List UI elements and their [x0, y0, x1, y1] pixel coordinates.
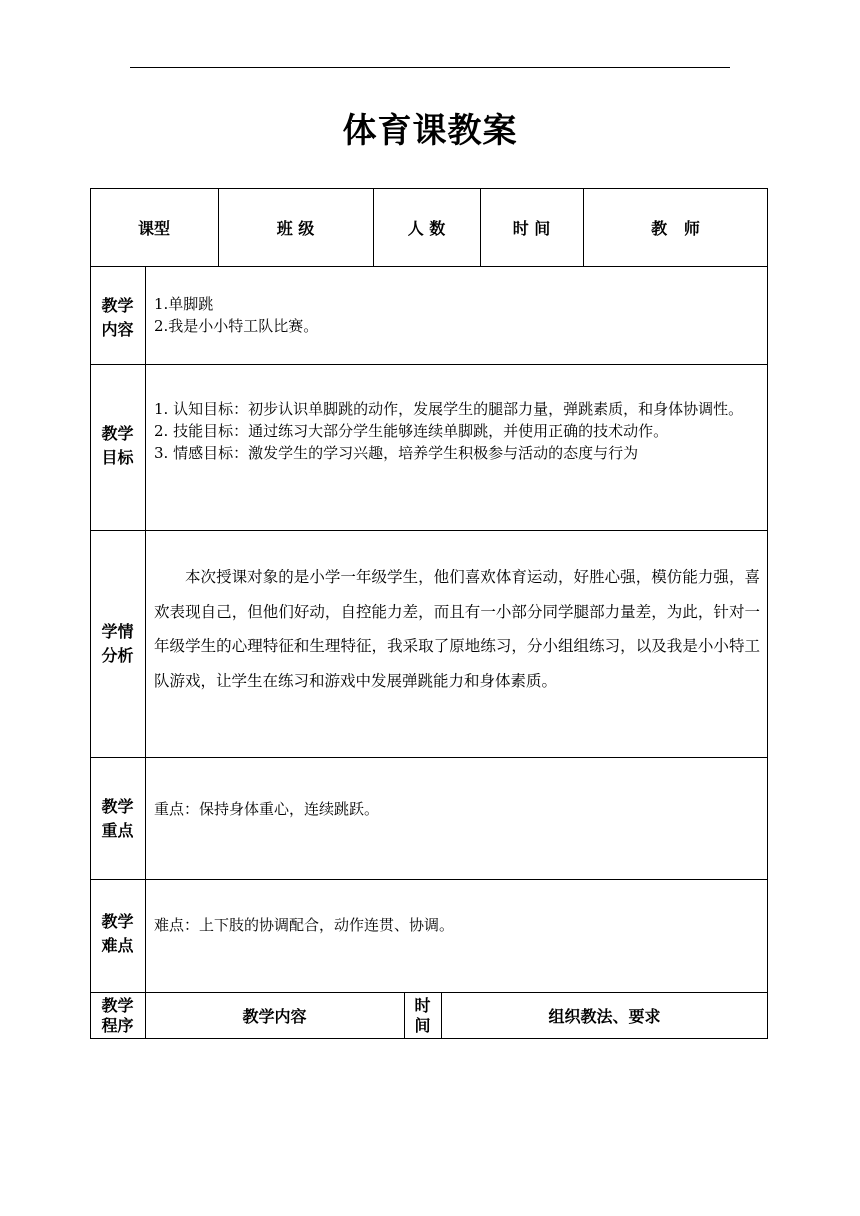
header-teacher: 教 师	[651, 218, 700, 238]
label-analysis: 学情 分析	[101, 621, 134, 665]
content-line: 2.我是小小特工队比赛。	[154, 317, 319, 335]
analysis-text: 本次授课对象的是小学一年级学生，他们喜欢体育运动，好胜心强，模仿能力强，喜欢表现自己，但他们好动，自控能力差，而且有一小部分同学腿部力量差，为此，针对一年级学生的心理特征和生理特征，我采取了原地练习，分小组组练习，以及我是小小特工队游戏，让学生在练习和游戏中发展弹跳能力和身体素质。	[154, 568, 760, 690]
procedure-time-header: 时 间	[414, 995, 431, 1035]
difficulties-text: 难点：上下肢的协调配合，动作连贯、协调。	[154, 916, 455, 934]
key-points-text: 重点：保持身体重心，连续跳跃。	[154, 800, 380, 818]
procedure-method-header: 组织教法、要求	[548, 1007, 661, 1026]
label-key-points: 教学 重点	[101, 797, 134, 840]
label-difficulties: 教学 难点	[101, 912, 134, 955]
label-content: 教学 内容	[101, 296, 134, 339]
content-line: 1.单脚跳	[154, 295, 214, 313]
goal-line: 2. 技能目标：通过练习大部分学生能够连续单脚跳，并使用正确的技术动作。	[154, 422, 669, 440]
label-procedure: 教学 程序	[101, 995, 134, 1035]
procedure-content-header: 教学内容	[242, 1007, 307, 1026]
header-class: 班 级	[276, 218, 315, 238]
goal-line: 3. 情感目标：激发学生的学习兴趣，培养学生积极参与活动的态度与行为	[154, 444, 639, 462]
top-rule	[130, 67, 730, 68]
content-lines	[154, 293, 762, 337]
goals-lines	[154, 398, 762, 464]
header-course-type: 课型	[137, 218, 170, 238]
header-count: 人 数	[407, 218, 446, 238]
label-goals: 教学 目标	[101, 424, 134, 467]
header-time: 时 间	[512, 218, 551, 238]
goal-line: 1. 认知目标：初步认识单脚跳的动作，发展学生的腿部力量，弹跳素质，和身体协调性。	[154, 400, 744, 418]
page-title: 体育课教案	[342, 111, 518, 151]
